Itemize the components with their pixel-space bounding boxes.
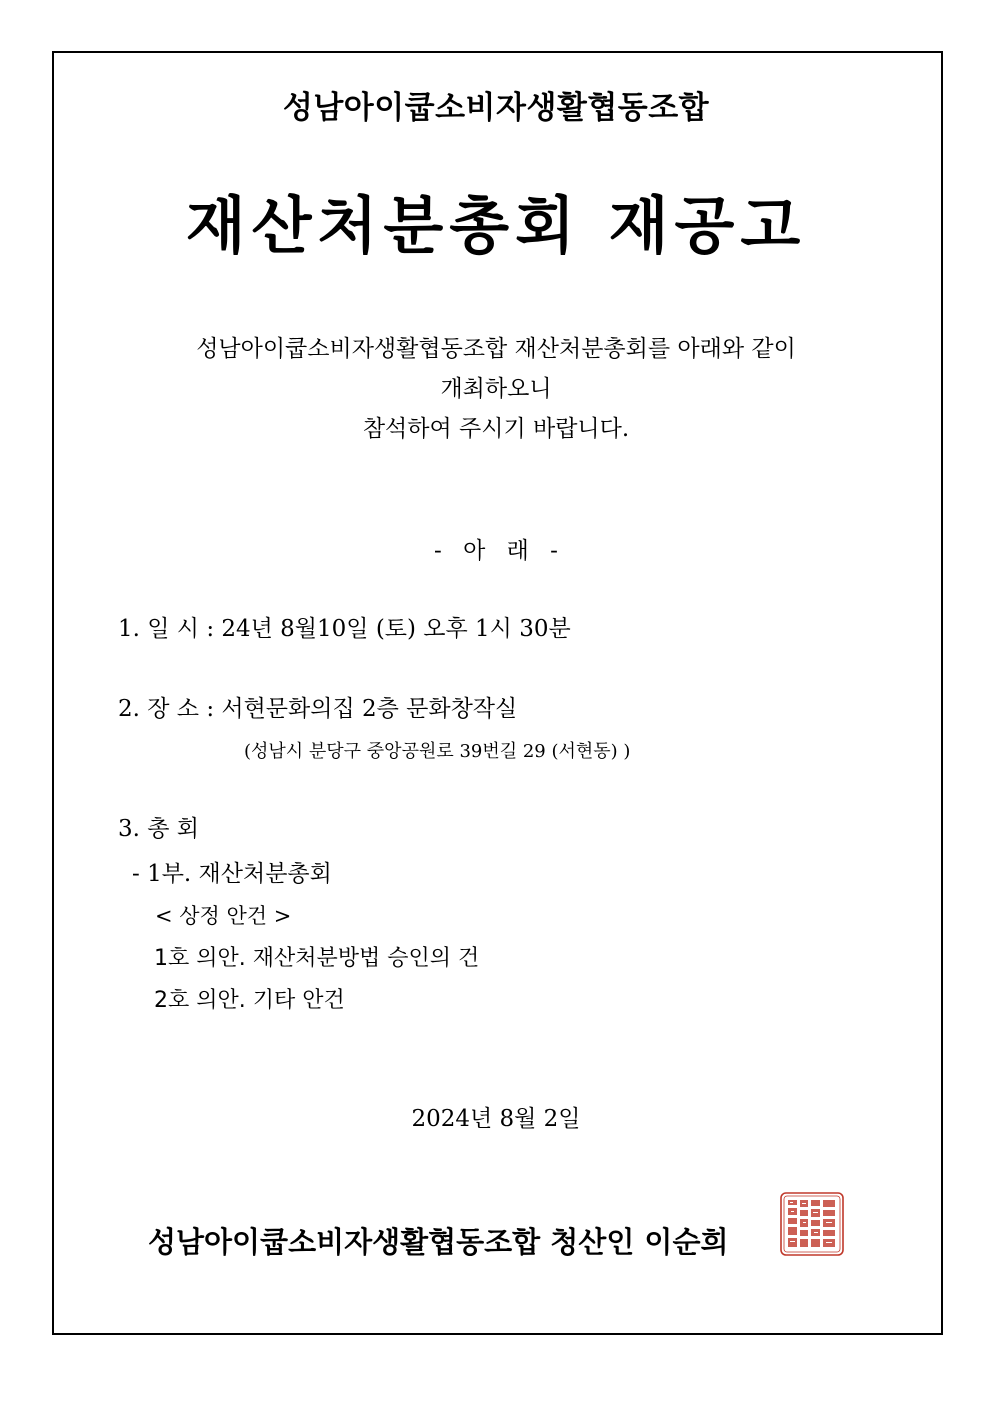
signature-line: 성남아이쿱소비자생활협동조합 청산인 이순희 [148,1225,729,1259]
intro-line-3: 참석하여 주시기 바랍니다. [362,416,630,442]
agenda-heading: < 상정 안건 > [155,904,292,928]
agenda-item-1: 1호 의안. 재산처분방법 승인의 건 [154,946,480,971]
item-assembly: 3. 총 회 [118,816,200,842]
intro-line-2: 개최하오니 [440,376,552,402]
page-title: 재산처분총회 재공고 [185,189,807,262]
assembly-part-1: - 1부. 재산처분총회 [132,861,332,887]
below-label: - 아 래 - [434,538,558,564]
item-datetime: 1. 일 시 : 24년 8월10일 (토) 오후 1시 30분 [118,616,571,642]
notice-date: 2024년 8월 2일 [411,1106,581,1132]
intro-line-1: 성남아이쿱소비자생활협동조합 재산처분총회를 아래와 같이 [196,336,796,362]
organization-title: 성남아이쿱소비자생활협동조합 [282,90,710,126]
agenda-item-2: 2호 의안. 기타 안건 [154,988,345,1013]
official-seal-icon [779,1191,845,1257]
place-address: (성남시 분당구 중앙공원로 39번길 29 (서현동) ) [244,741,631,762]
item-place: 2. 장 소 : 서현문화의집 2층 문화창작실 [118,696,518,722]
